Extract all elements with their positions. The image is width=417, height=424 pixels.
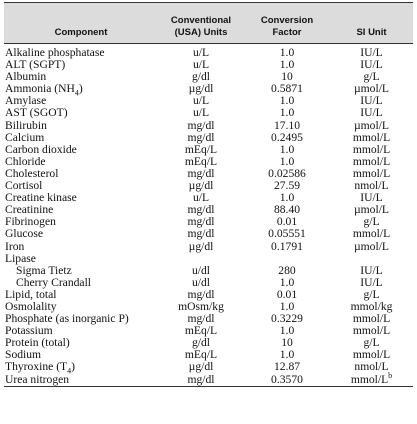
cell-conversion-factor-value: 10 — [281, 70, 293, 84]
cell-si-unit-value: g/L — [363, 70, 380, 84]
cell-conversion-factor-value: 17.10 — [273, 118, 301, 132]
cell-si-unit-value: g/L — [363, 215, 380, 229]
table-row — [4, 44, 413, 60]
cell-si-unit-value: nmol/L — [354, 179, 389, 193]
cell-conversion-factor — [244, 44, 330, 60]
cell-si-unit-value: µmol/L — [353, 82, 390, 96]
cell-si-unit-value: IU/L — [360, 46, 383, 59]
cell-si-unit-value: mmol/L — [350, 372, 389, 386]
cell-si-unit-value: mmol/L — [352, 312, 391, 326]
header-factor-line1: Conversion — [260, 15, 314, 26]
cell-conventional-unit-value: mg/dl — [187, 312, 215, 326]
component-name: Cherry Crandall — [16, 275, 92, 289]
component-name: Carbon dioxide — [5, 142, 77, 156]
component-name: AST (SGOT) — [5, 106, 68, 120]
header-conventional-line2: (USA) Units — [174, 27, 228, 38]
cell-conversion-factor-value: 1.0 — [279, 142, 295, 156]
cell-conversion-factor-value: 88.40 — [273, 203, 301, 217]
cell-conventional-unit-value: mEq/L — [184, 154, 218, 168]
component-name: Alkaline phosphatase — [5, 46, 105, 59]
cell-conventional-unit-value: mg/dl — [187, 203, 215, 217]
cell-si-unit-value: IU/L — [360, 58, 383, 72]
table-body — [4, 44, 413, 387]
cell-conversion-factor-value: 10 — [281, 336, 293, 350]
cell-conversion-factor-value: 1.0 — [279, 275, 295, 289]
header-conversion-factor — [244, 3, 330, 44]
cell-si-unit — [330, 241, 413, 253]
cell-conventional-unit-value: mg/dl — [187, 215, 215, 229]
cell-conventional-unit-value: g/dl — [191, 336, 211, 350]
cell-si-unit-value: mmol/L — [352, 324, 391, 338]
cell-conventional-unit-value: mg/dl — [187, 227, 215, 241]
cell-si-unit-value: g/L — [363, 287, 380, 301]
component-name: ALT (SGPT) — [5, 58, 66, 72]
header-si-unit — [330, 3, 413, 44]
footnote-marker: b — [388, 370, 393, 380]
cell-conversion-factor-value: 0.05551 — [268, 227, 306, 241]
component-suffix: ) — [78, 82, 83, 96]
cell-conversion-factor-value: 1.0 — [279, 58, 295, 72]
cell-conventional-unit-value: u/dl — [191, 275, 211, 289]
cell-si-unit-value: mmol/L — [352, 348, 391, 362]
cell-conventional-unit — [158, 241, 244, 253]
cell-conventional-unit-value: g/dl — [191, 70, 211, 84]
component-name: Phosphate (as inorganic P) — [5, 312, 129, 326]
component-subscript: 4 — [74, 88, 79, 98]
cell-si-unit-value: IU/L — [360, 263, 383, 277]
component-name: Chloride — [5, 154, 46, 168]
header-factor-line2: Factor — [272, 27, 302, 38]
cell-si-unit-value: nmol/L — [354, 360, 389, 374]
component-name: Calcium — [5, 130, 45, 144]
cell-conventional-unit-value: mg/dl — [187, 130, 215, 144]
cell-conventional-unit-value: u/L — [192, 191, 210, 205]
cell-si-unit-value: µmol/L — [353, 118, 390, 132]
component-subscript: 4 — [67, 366, 72, 376]
cell-conversion-factor — [244, 241, 330, 253]
cell-conventional-unit-value: mEq/L — [184, 348, 218, 362]
cell-conventional-unit-value: µg/dl — [188, 82, 214, 96]
header-conventional-units — [158, 3, 244, 44]
component-name: Osmolality — [5, 299, 57, 313]
component-name: Iron — [5, 239, 25, 253]
cell-conversion-factor-value: 1.0 — [279, 46, 295, 59]
cell-conventional-unit-value: u/dl — [191, 263, 211, 277]
cell-conventional-unit-value: µg/dl — [188, 179, 214, 193]
cell-conversion-factor — [244, 374, 330, 387]
cell-si-unit-value: µmol/L — [353, 239, 390, 253]
cell-si-unit-value: IU/L — [360, 191, 383, 205]
cell-conventional-unit-value: mg/dl — [187, 372, 215, 386]
component-name: Creatinine — [5, 203, 54, 217]
table-header-row — [4, 3, 413, 44]
component-name: Sigma Tietz — [16, 263, 72, 277]
cell-si-unit-value: µmol/L — [353, 203, 390, 217]
cell-conventional-unit-value: u/L — [192, 106, 210, 120]
cell-conventional-unit-value: u/L — [192, 94, 210, 108]
cell-conversion-factor-value: 0.1791 — [271, 239, 303, 253]
cell-conventional-unit-value: u/L — [192, 58, 210, 72]
cell-si-unit-value: mmol/L — [352, 154, 391, 168]
component-name: Lipid, total — [5, 287, 57, 301]
cell-si-unit-value: mmol/kg — [350, 299, 393, 313]
cell-si-unit-value: mmol/L — [352, 166, 391, 180]
header-component — [4, 3, 158, 44]
cell-si-unit-value: IU/L — [360, 275, 383, 289]
component-name: Urea nitrogen — [5, 372, 70, 386]
component-name: Glucose — [5, 227, 43, 241]
component-name: Cholesterol — [5, 166, 59, 180]
cell-conversion-factor-value: 0.3229 — [271, 312, 303, 326]
cell-conversion-factor-value: 1.0 — [279, 299, 295, 313]
cell-conventional-unit — [158, 44, 244, 60]
cell-conversion-factor-value: 1.0 — [279, 324, 295, 338]
table-row — [4, 374, 413, 387]
cell-si-unit-value: g/L — [363, 336, 380, 350]
component-name: Sodium — [5, 348, 42, 362]
cell-si-unit-value: mmol/L — [352, 142, 391, 156]
header-conventional-line1: Conventional — [170, 15, 232, 26]
cell-component — [4, 374, 158, 387]
cell-si-unit — [330, 44, 413, 60]
cell-conversion-factor-value: 1.0 — [279, 106, 295, 120]
cell-conversion-factor-value: 280 — [278, 263, 296, 277]
cell-conversion-factor-value: 0.2495 — [271, 130, 303, 144]
cell-conventional-unit-value: u/L — [192, 46, 210, 59]
table-row — [4, 241, 413, 253]
cell-conversion-factor-value: 1.0 — [279, 154, 295, 168]
cell-conversion-factor-value: 0.01 — [276, 287, 298, 301]
component-name: Fibrinogen — [5, 215, 56, 229]
cell-conventional-unit-value: µg/dl — [188, 239, 214, 253]
cell-si-unit — [330, 370, 413, 387]
cell-conventional-unit-value: mEq/L — [184, 324, 218, 338]
cell-conventional-unit-value: mg/dl — [187, 166, 215, 180]
unit-conversion-table — [4, 2, 413, 387]
cell-si-unit-value: IU/L — [360, 94, 383, 108]
cell-conversion-factor-value: 1.0 — [279, 191, 295, 205]
cell-conversion-factor-value: 27.59 — [273, 179, 301, 193]
component-name: Lipase — [5, 251, 36, 265]
component-name: Thyroxine (T — [5, 360, 68, 374]
header-si-label: SI Unit — [356, 27, 387, 38]
cell-conversion-factor-value: 0.02586 — [268, 166, 306, 180]
cell-conversion-factor-value: 0.5871 — [271, 82, 303, 96]
cell-conversion-factor-value: 0.01 — [276, 215, 298, 229]
cell-conversion-factor-value: 12.87 — [273, 360, 301, 374]
cell-conventional-unit — [158, 374, 244, 387]
component-name: Ammonia (NH — [5, 82, 75, 96]
component-name: Creatine kinase — [5, 191, 77, 205]
component-name: Cortisol — [5, 179, 43, 193]
header-component-label: Component — [54, 27, 108, 38]
component-name: Albumin — [5, 70, 47, 84]
component-name: Potassium — [5, 324, 53, 338]
cell-conversion-factor-value: 1.0 — [279, 348, 295, 362]
cell-conventional-unit-value: mOsm/kg — [178, 299, 224, 313]
cell-si-unit-value: IU/L — [360, 106, 383, 120]
cell-si-unit-value: mmol/L — [352, 130, 391, 144]
cell-conventional-unit-value: mg/dl — [187, 287, 215, 301]
cell-component — [4, 228, 158, 240]
component-name: Bilirubin — [5, 118, 47, 132]
component-name: Protein (total) — [5, 336, 70, 350]
cell-conversion-factor-value: 0.3570 — [271, 372, 303, 386]
cell-conventional-unit-value: mEq/L — [184, 142, 218, 156]
cell-si-unit-value: mmol/L — [352, 227, 391, 241]
component-name: Amylase — [5, 94, 47, 108]
cell-conventional-unit-value: mg/dl — [187, 118, 215, 132]
cell-conventional-unit-value: µg/dl — [188, 360, 214, 374]
component-suffix: ) — [71, 360, 76, 374]
cell-component — [4, 44, 158, 60]
cell-conversion-factor-value: 1.0 — [279, 94, 295, 108]
